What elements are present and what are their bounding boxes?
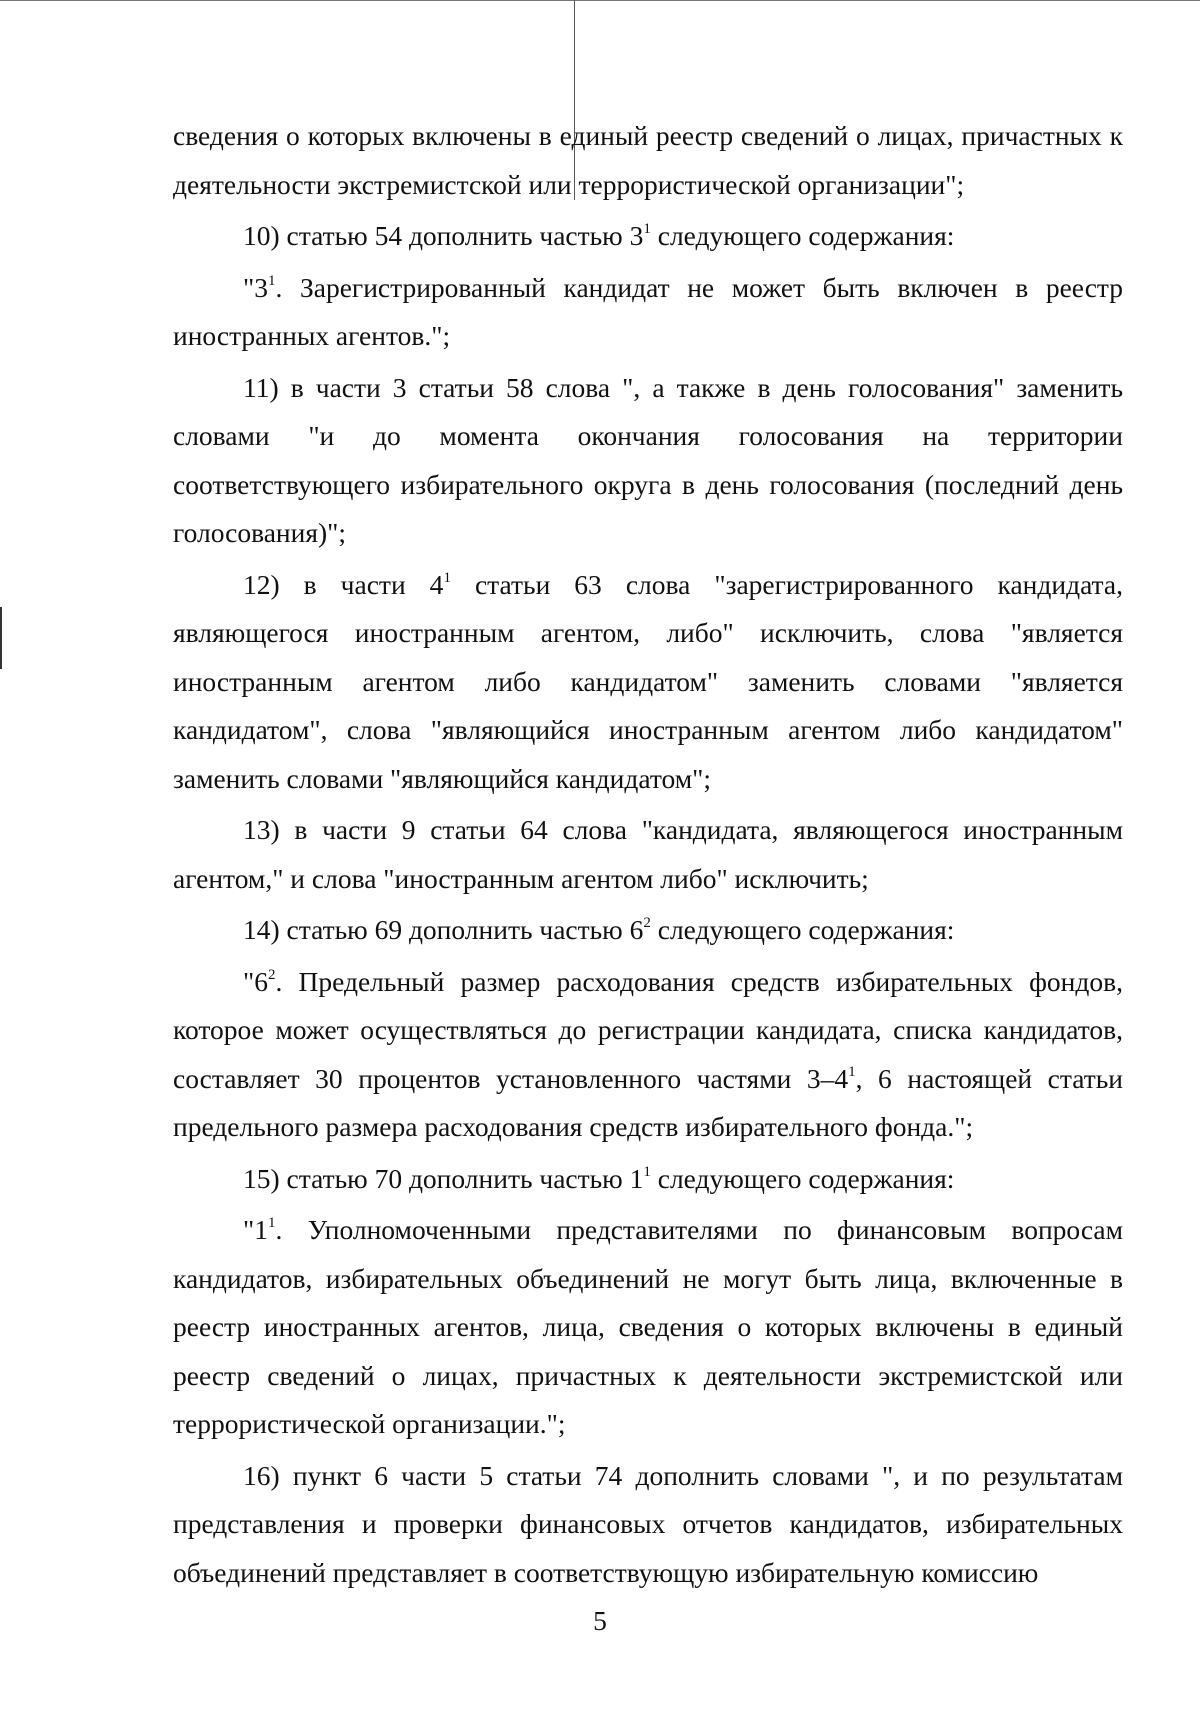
item-14-quote-c: , 6 настоящей статьи предельного размера расходования средств избирательного фонда."; (173, 1062, 1123, 1142)
item-16: 16) пункт 6 части 5 статьи 74 дополнить словами ", и по результатам представления и проверки финансовых отчетов кандидатов, избирательных объединений представляет в соответствующую избирательную комиссию (173, 1459, 1123, 1588)
item-14-sup: 2 (643, 915, 651, 931)
item-10-quote (173, 264, 1123, 361)
item-14-quote-a: "6 (243, 965, 268, 997)
item-10-quote-b: . Зарегистрированный кандидат не может быть включен в реестр иностранных агентов."; (173, 271, 1123, 351)
item-12-text-b: статьи 63 слова "зарегистрированного кандидата, являющегося иностранным агентом, либо" исключить, слова "является иностранным агентом либо кандидатом" заменить словами "является кандидатом", слова "являющийся иностранным агентом либо кандидатом" заменить словами "являющийся кандидатом"; (173, 568, 1123, 794)
item-11: 11) в части 3 статьи 58 слова ", а также в день голосования" заменить словами "и до момента окончания голосования на территории соответствующего избирательного округа в день голосования (последний день голосования)"; (173, 371, 1123, 548)
item-10-text-a: 10) статью 54 дополнить частью 3 (243, 220, 644, 251)
item-15-text-b: следующего содержания: (650, 1162, 955, 1194)
item-14-text-b: следующего содержания: (650, 914, 955, 945)
item-14-quote-sup: 2 (267, 966, 276, 983)
item-10 (173, 212, 1123, 261)
item-10-quote-a: "3 (243, 271, 268, 303)
item-15-quote-sup: 1 (267, 1215, 276, 1231)
item-14-quote-sup2: 1 (848, 1063, 856, 1080)
item-10-quote-sup: 1 (267, 272, 276, 289)
item-10-text-b: следующего содержания: (650, 220, 955, 251)
item-15 (173, 1155, 1123, 1204)
document-body (173, 112, 1123, 1597)
item-12 (173, 561, 1123, 804)
item-13: 13) в части 9 статьи 64 слова "кандидата, являющегося иностранным агентом," и слова "иностранным агентом либо" исключить; (173, 814, 1123, 894)
item-12-sup: 1 (443, 569, 451, 586)
item-14-quote (173, 958, 1123, 1152)
paragraph-continuation: сведения о которых включены в единый реестр сведений о лицах, причастных к деятельности экстремистской или террористической организации"; (173, 120, 1123, 200)
item-14-quote-b: . Предельный размер расходования средств избирательных фондов, которое может осуществляться до регистрации кандидата, списка кандидатов, составляет 30 процентов установленного частями 3–4 (173, 965, 1123, 1094)
item-15-text-a: 15) статью 70 дополнить частью 1 (243, 1162, 644, 1194)
item-10-sup: 1 (643, 221, 651, 237)
item-15-sup: 1 (643, 1163, 651, 1180)
page-number: 5 (593, 1605, 607, 1636)
left-edge-mark (0, 607, 2, 669)
item-14-text-a: 14) статью 69 дополнить частью 6 (243, 914, 644, 945)
item-15-quote (173, 1206, 1123, 1449)
item-12-text-a: 12) в части 4 (243, 568, 444, 600)
item-15-quote-a: "1 (243, 1214, 268, 1245)
item-15-quote-b: . Уполномоченными представителями по финансовым вопросам кандидатов, избирательных объединений не могут быть лица, включенные в реестр иностранных агентов, лица, сведения о которых включены в единый реестр сведений о лицах, причастных к деятельности экстремистской или террористической организации."; (173, 1214, 1123, 1439)
item-14 (173, 906, 1123, 955)
page-top-edge (0, 0, 1200, 1)
